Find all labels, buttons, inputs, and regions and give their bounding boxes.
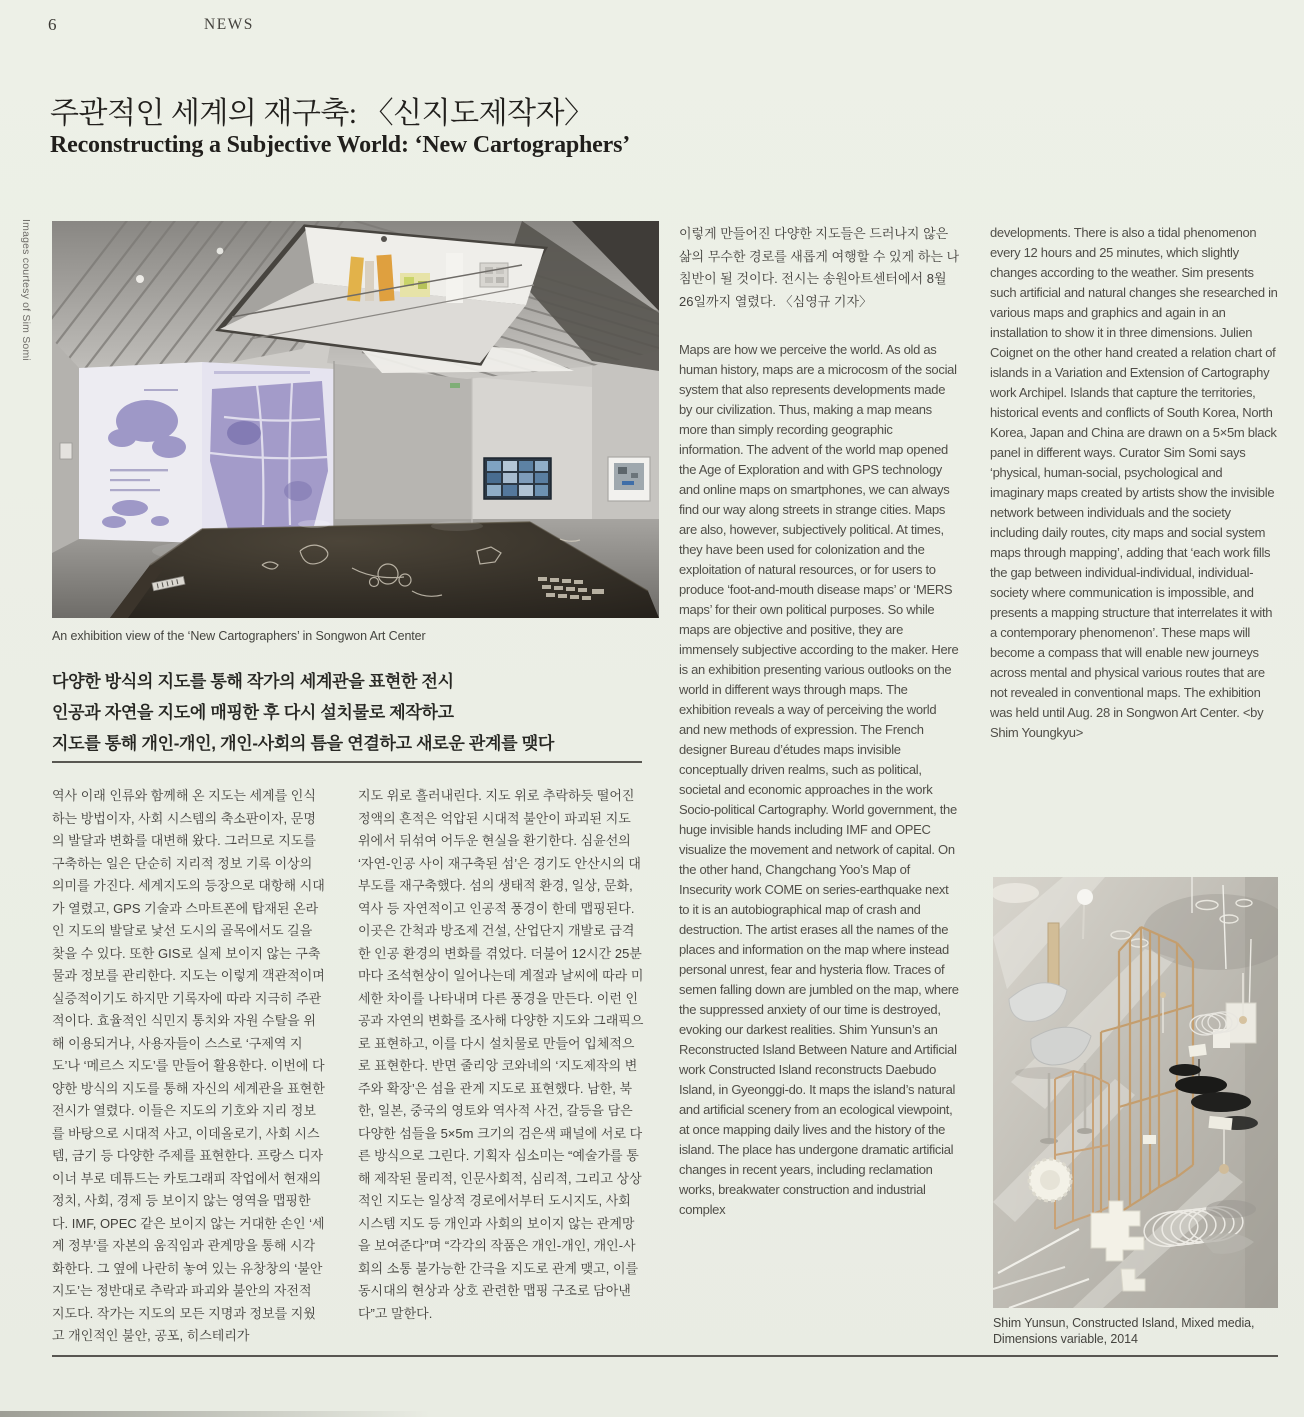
article-title-english: Reconstructing a Subjective World: ‘New Cartographers’: [50, 132, 631, 158]
body-korean-column-3-intro: 이렇게 만들어진 다양한 지도들은 드러나지 않은 삶의 무수한 경로를 새롭게 여행할 수 있게 하는 나침반이 될 것이다. 전시는 송원아트센터에서 8월 26일까지 열렸다. 〈심영규 기자〉: [679, 226, 960, 309]
artwork-photo: [993, 877, 1278, 1308]
photo-credit-vertical: Images courtesy of Sim Somi: [20, 219, 32, 361]
page-number: 6: [48, 15, 57, 34]
artwork-photo-caption: Shim Yunsun, Constructed Island, Mixed media, Dimensions variable, 2014: [993, 1316, 1255, 1346]
standfirst-line-1: 다양한 방식의 지도를 통해 작가의 세계관을 표현한 전시: [52, 672, 454, 691]
video-wall-screen: [484, 458, 551, 499]
body-korean-column-2: 지도 위로 흘러내린다. 지도 위로 추락하듯 떨어진 정액의 흔적은 억압된 시대적 불안이 파괴된 지도 위에서 뒤섞여 어두운 현실을 환기한다. 심윤선의 ‘자연-인공 사이 재구축된 섬’은 경기도 안산시의 대부도를 재구축했다. 섬의 생태적 환경, 일상, 문화, 역사 등 자연적이고 인공적 풍경이 한데 맵핑된다. 이곳은 간척과 방조제 건설, 산업단지 개발로 급격한 인공 환경의 변화를 겪었다. 더불어 12시간 25분마다 조석현상이 일어나는데 계절과 날씨에 따라 미세한 차이를 나타내며 다른 풍경을 만든다. 이런 인공과 자연의 변화를 조사해 다양한 지도와 그래픽으로 표현하고, 이를 다시 설치물로 만들어 입체적으로 표현한다. 반면 줄리앙 코와네의 ‘지도제작의 변주와 확장’은 섬을 관계 지도로 표현했다. 남한, 북한, 일본, 중국의 영토와 역사적 사건, 갈등을 담은 다양한 섬들을 5×5m 크기의 검은색 패널에 서로 다른 방식으로 그린다. 기획자 심소미는 “예술가를 통해 제작된 물리적, 인문사회적, 심리적, 그리고 상상적인 지도는 일상적 경로에서부터 도시지도, 사회 시스템 지도 등 개인과 사회의 보이지 않는 관계망을 보여준다”며 “각각의 작품은 개인-개인, 개인-사회의 소통 불가능한 간극을 지도로 관계 맺고, 이를 동시대의 현상과 상호 관련한 맵핑 구조로 담아낸다”고 말한다.: [358, 788, 644, 1321]
exhibition-view-photo: [52, 221, 659, 618]
divider-rule-bottom: [52, 1355, 1278, 1357]
artwork-illustration: [993, 877, 1278, 1308]
body-korean-column-1: 역사 이래 인류와 함께해 온 지도는 세계를 인식하는 방법이자, 사회 시스템의 축소판이자, 문명의 발달과 변화를 대변해 왔다. 그러므로 지도를 구축하는 일은 단순히 지리적 정보 기록 이상의 의미를 가진다. 세계지도의 등장으로 대항해 시대가 열렸고, GPS 기술과 스마트폰에 탑재된 온라인 지도의 발달로 낯선 도시의 골목에서도 길을 찾을 수 있다. 또한 GIS로 실제 보이지 않는 구축물과 정보를 관리한다. 지도는 이렇게 객관적이며 실증적이기도 하지만 기록자에 따라 지극히 주관적이다. 효율적인 식민지 통치와 자원 수탈을 위해 이용되거나, 사용자들이 스스로 ‘구제역 지도’나 ‘메르스 지도’를 만들어 활용한다. 이번에 다양한 방식의 지도를 통해 자신의 세계관을 표현한 전시가 열렸다. 이들은 지도의 기호와 지리 정보를 바탕으로 시대적 사고, 이데올로기, 사회 시스템, 금기 등 다양한 주제를 표현한다. 프랑스 디자이너 부로 데튜드는 카토그래피 작업에서 현재의 정치, 사회, 경제 등 보이지 않는 영역을 맵핑한다. IMF, OPEC 같은 보이지 않는 거대한 손인 ‘세계 정부’를 자본의 움직임과 관계망을 통해 시각화한다. 그 옆에 나란히 놓여 있는 유창창의 ‘불안지도’는 정반대로 추락과 파괴와 불안의 자전적 지도다. 작가는 지도의 모든 지명과 정보를 지웠고 개인적인 불안, 공포, 히스테리가: [52, 788, 325, 1343]
body-english-column-4: developments. There is also a tidal phenomenon every 12 hours and 25 minutes, which slightly changes according to the weather. Sim presents such artificial and natural changes she researched in various maps and graphics and again in an installation to show it in three dimensions. Julien Coignet on the other hand created a relation chart of islands in a Variation and Extension of Cartography work Archipel. Islands that capture the territories, historical events and conflicts of South Korea, North Korea, Japan and China are drawn on a 5×5m black panel in different ways. Curator Sim Somi says ‘physical, human-social, psychological and imaginary maps created by artists show the invisible network between individuals and the society including daily routes, city maps and social system maps through mapping’, adding that ‘each work fills the gap between individual-individual, individual-society where communication is impossible, and presents a mapping structure that interrelates it with a contemporary phenomenon’. These maps will become a compass that will enable new journeys across mental and physical various routes that are not revealed in conventional maps. The exhibition was held until Aug. 28 in Songwon Art Center. <by Shim Youngkyu>: [990, 225, 1278, 740]
exhibition-view-illustration: [52, 221, 659, 618]
divider-rule-top: [52, 761, 642, 763]
exhibition-photo-caption: An exhibition view of the ‘New Cartographers’ in Songwon Art Center: [52, 629, 426, 643]
framed-artwork: [608, 457, 650, 501]
scan-edge-shadow: [0, 1411, 430, 1417]
article-title-korean: 주관적인 세계의 재구축: 〈신지도제작자〉: [50, 97, 594, 130]
standfirst: [52, 666, 692, 759]
standfirst-line-2: 인공과 자연을 지도에 매핑한 후 다시 설치물로 제작하고: [52, 703, 454, 722]
body-english-column-3: Maps are how we perceive the world. As old as human history, maps are a microcosm of the social system that also represents developments made by our civilization. Thus, making a map means more than simply recording geographic information. The advent of the world map opened the Age of Exploration and with GPS technology and online maps on smartphones, we can always find our way along streets in strange cities. Maps are also, however, subjectively political. At times, they have been used for colonization and the exploitation of natural resources, or for users to produce ‘foot-and-mouth disease maps’ or ‘MERS maps’ for their own political purposes. So while maps are objective and positive, they are immensely subjective according to the maker. Here is an exhibition presenting various outlooks on the world in different ways through maps. The exhibition reveals a way of perceiving the world and new methods of expression. The French designer Bureau d’études maps invisible conceptually driven realms, such as political, societal and economic approaches in the work Socio-political Cartography. World government, the huge invisible hands including IMF and OPEC visualize the movement and network of capital. On the other hand, Changchang Yoo’s Map of Insecurity work COME on series-earthquake next to it is an autobiographical map of crash and destruction. The artist erases all the names of the places and information on the map where instead personal unrest, fear and hysteria flow. Traces of semen falling down are jumbled on the map, where the suppressed anxiety of our time is destroyed, evoking our darkest realities. Shim Yunsun’s an Reconstructed Island Between Nature and Artificial work Constructed Island reconstructs Daebudo Island, in Gyeonggi-do. It maps the island’s natural and artificial scenery from an ecological viewpoint, at once mapping daily lives and the history of the island. The place has undergone dramatic artificial changes in recent years, including reclamation works, breakwater construction and industrial complex: [679, 342, 959, 1217]
projection-screen-right: [202, 362, 334, 543]
section-label: NEWS: [204, 16, 254, 33]
projection-screen-left: [52, 339, 202, 553]
standfirst-line-3: 지도를 통해 개인-개인, 개인-사회의 틈을 연결하고 새로운 관계를 맺다: [52, 734, 554, 753]
